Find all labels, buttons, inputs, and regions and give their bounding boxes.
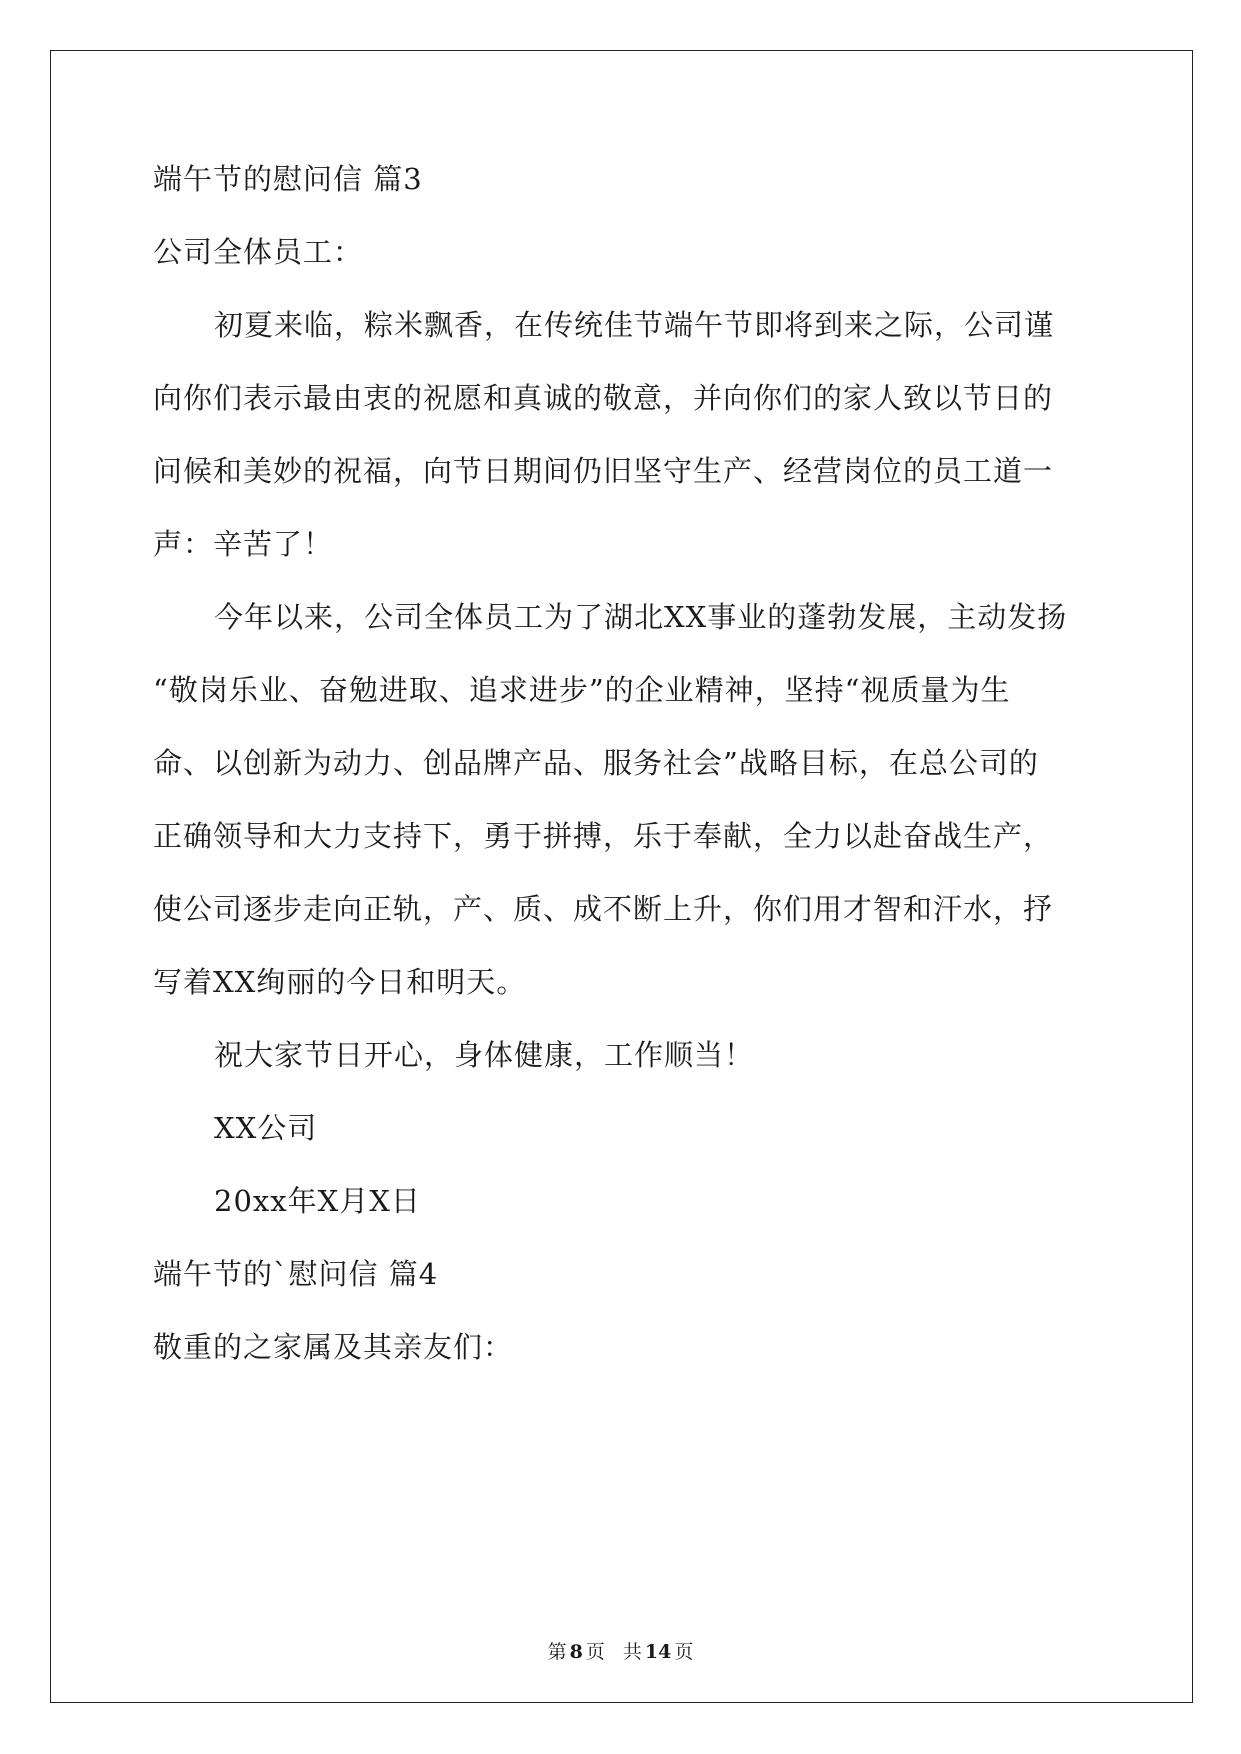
page-prefix: 第 bbox=[547, 1641, 567, 1663]
paragraph-line: 使公司逐步走向正轨，产、质、成不断上升，你们用才智和汗水，抒 bbox=[153, 892, 1054, 926]
total-unit: 页 bbox=[674, 1641, 694, 1663]
signature-company: XX公司 bbox=[214, 1111, 318, 1145]
paragraph-line: 正确领导和大力支持下，勇于拼搏，乐于奉献，全力以赴奋战生产， bbox=[153, 819, 1054, 853]
paragraph-line: 写着XX绚丽的今日和明天。 bbox=[153, 965, 527, 999]
closing-wish: 祝大家节日开心，身体健康，工作顺当！ bbox=[214, 1038, 755, 1072]
total-prefix: 共 bbox=[622, 1641, 642, 1663]
section-title: 端午节的慰问信 篇3 bbox=[153, 162, 423, 196]
salutation: 敬重的之家属及其亲友们： bbox=[153, 1330, 514, 1364]
total-indicator bbox=[620, 1641, 696, 1663]
paragraph-line: 今年以来，公司全体员工为了湖北XX事业的蓬勃发展，主动发扬 bbox=[214, 600, 1068, 634]
letter-body bbox=[153, 160, 1088, 1401]
signature-date: 20xx年X月X日 bbox=[214, 1184, 421, 1218]
page-number: 8 bbox=[569, 1641, 583, 1663]
salutation: 公司全体员工： bbox=[153, 235, 364, 269]
paragraph-line: “敬岗乐业、奋勉进取、追求进步”的企业精神，坚持“视质量为生 bbox=[153, 673, 1011, 707]
section-title: 端午节的`慰问信 篇4 bbox=[153, 1257, 439, 1291]
page-indicator bbox=[545, 1641, 608, 1663]
paragraph-line: 初夏来临，粽米飘香，在传统佳节端午节即将到来之际，公司谨 bbox=[214, 308, 1055, 342]
paragraph-line: 声：辛苦了！ bbox=[153, 527, 334, 561]
page-unit: 页 bbox=[585, 1641, 605, 1663]
paragraph-line: 问候和美妙的祝福，向节日期间仍旧坚守生产、经营岗位的员工道一 bbox=[153, 454, 1054, 488]
total-pages: 14 bbox=[644, 1641, 672, 1663]
paragraph-line: 命、以创新为动力、创品牌产品、服务社会”战略目标，在总公司的 bbox=[153, 746, 1039, 780]
page-footer bbox=[0, 1640, 1241, 1664]
paragraph-line: 向你们表示最由衷的祝愿和真诚的敬意，并向你们的家人致以节日的 bbox=[153, 381, 1054, 415]
